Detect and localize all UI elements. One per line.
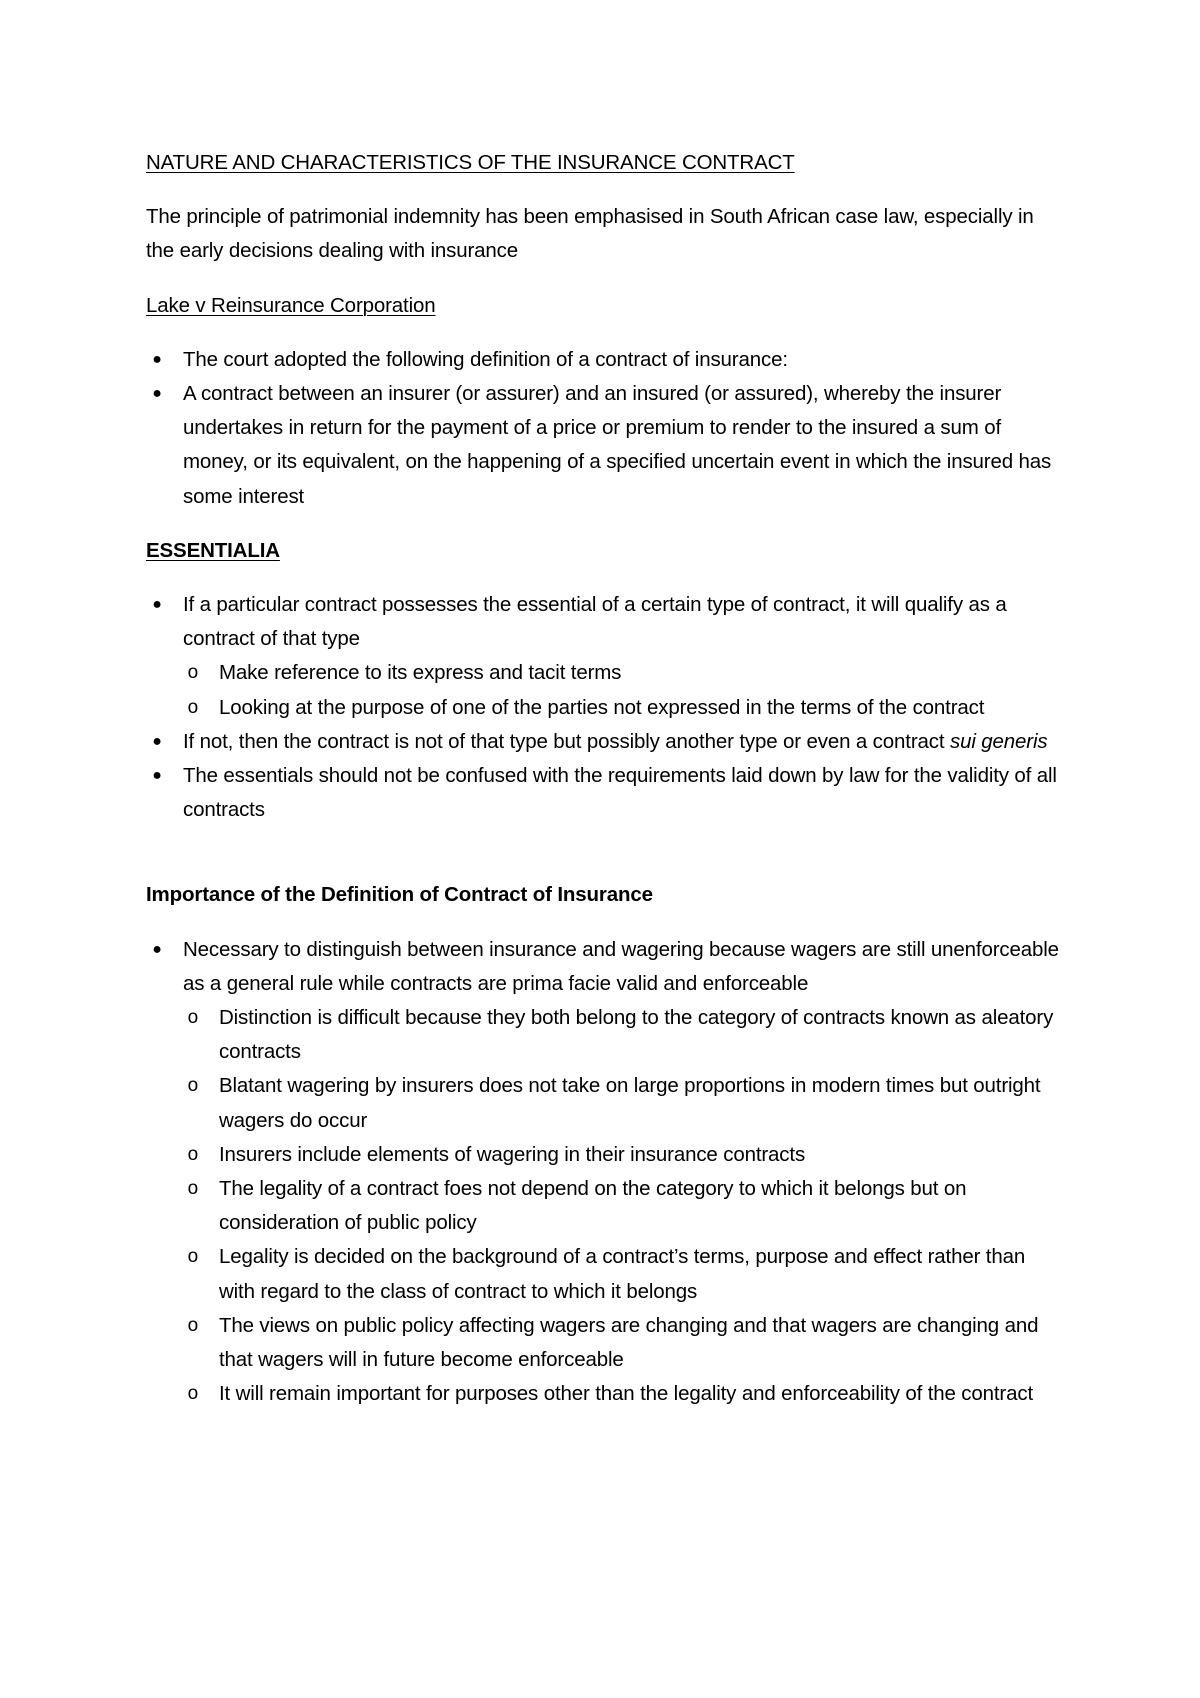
list-item — [146, 588, 1066, 725]
sub-list-item — [146, 1309, 1066, 1377]
sub-bullet-list — [183, 1001, 1066, 1411]
intro-paragraph: The principle of patrimonial indemnity has been emphasised in South African case law, especially in the early decisions dealing with insurance — [146, 205, 1034, 263]
bullet-icon: ● — [152, 385, 162, 403]
sub-bullet-icon: o — [187, 1143, 198, 1165]
sub-list-item-text: Distinction is difficult because they both belong to the category of contracts known as aleatory contracts — [219, 1006, 1054, 1064]
essentialia-heading: ESSENTIALIA — [146, 538, 280, 562]
bullet-icon: ● — [152, 732, 162, 750]
sub-list-item — [146, 1069, 1066, 1137]
importance-heading: Importance of the Definition of Contract of Insurance — [146, 883, 653, 907]
bullet-icon: ● — [152, 596, 162, 614]
sub-bullet-icon: o — [187, 1007, 198, 1029]
sub-bullet-icon: o — [187, 1383, 198, 1405]
list-item-text: The essentials should not be confused with the requirements laid down by law for the validity of all contracts — [183, 764, 1057, 822]
sub-bullet-icon: o — [187, 1075, 198, 1097]
sub-bullet-list — [183, 656, 1066, 724]
sub-bullet-icon: o — [187, 662, 198, 684]
list-item — [146, 933, 1066, 1412]
sub-bullet-icon: o — [187, 696, 198, 718]
sub-list-item — [146, 1240, 1066, 1308]
sub-list-item-text: Blatant wagering by insurers does not take on large proportions in modern times but outright wagers do occur — [219, 1074, 1041, 1132]
list-item-text: If a particular contract possesses the essential of a certain type of contract, it will qualify as a contract of that type — [183, 593, 1007, 651]
list-item-text: Necessary to distinguish between insurance and wagering because wagers are still unenforceable as a general rule while contracts are prima facie valid and enforceable — [183, 937, 1059, 995]
sub-bullet-icon: o — [187, 1178, 198, 1200]
sub-bullet-icon: o — [187, 1246, 198, 1268]
list-item-text: If not, then the contract is not of that type but possibly another type or even a contract — [183, 729, 945, 753]
sub-list-item — [146, 1172, 1066, 1240]
sub-list-item-text: The legality of a contract foes not depend on the category to which it belongs but on consideration of public policy — [219, 1177, 967, 1235]
sub-list-item-text: Make reference to its express and tacit terms — [219, 661, 622, 685]
importance-bullet-list — [146, 933, 1066, 1412]
bullet-icon: ● — [152, 940, 162, 958]
list-item — [146, 343, 1066, 377]
list-item — [146, 725, 1066, 759]
document-body — [146, 146, 1066, 1412]
sub-list-item-text: It will remain important for purposes other than the legality and enforceability of the contract — [219, 1382, 1034, 1406]
sub-list-item-text: Insurers include elements of wagering in their insurance contracts — [219, 1142, 806, 1166]
sub-list-item-text: The views on public policy affecting wagers are changing and that wagers are changing and that wagers will in future become enforceable — [219, 1313, 1039, 1372]
list-item — [146, 377, 1066, 514]
sub-list-item-text: Looking at the purpose of one of the parties not expressed in the terms of the contract — [219, 695, 985, 719]
essentialia-bullet-list — [146, 588, 1066, 827]
case-bullet-list — [146, 343, 1066, 514]
sub-list-item — [146, 691, 1066, 725]
sub-list-item — [146, 1001, 1066, 1069]
bullet-icon: ● — [152, 350, 162, 368]
list-item-text: A contract between an insurer (or assurer) and an insured (or assured), whereby the insurer undertakes in return for the payment of a price or premium to render to the insured a sum of money, or its equivalent, on the happening of a specified uncertain event in which the insured has some interest — [183, 382, 1052, 508]
list-item — [146, 759, 1066, 827]
list-item-text: The court adopted the following definition of a contract of insurance: — [183, 347, 788, 371]
sub-list-item — [146, 656, 1066, 690]
case-heading: Lake v Reinsurance Corporation — [146, 293, 436, 317]
document-title: NATURE AND CHARACTERISTICS OF THE INSURANCE CONTRACT — [146, 151, 795, 174]
sub-list-item — [146, 1138, 1066, 1172]
bullet-icon: ● — [152, 767, 162, 785]
sub-list-item — [146, 1377, 1066, 1411]
sub-bullet-icon: o — [187, 1314, 198, 1336]
italic-term: sui generis — [949, 729, 1048, 753]
sub-list-item-text: Legality is decided on the background of a contract’s terms, purpose and effect rather than with regard to the class of contract to which it belongs — [219, 1245, 1026, 1303]
